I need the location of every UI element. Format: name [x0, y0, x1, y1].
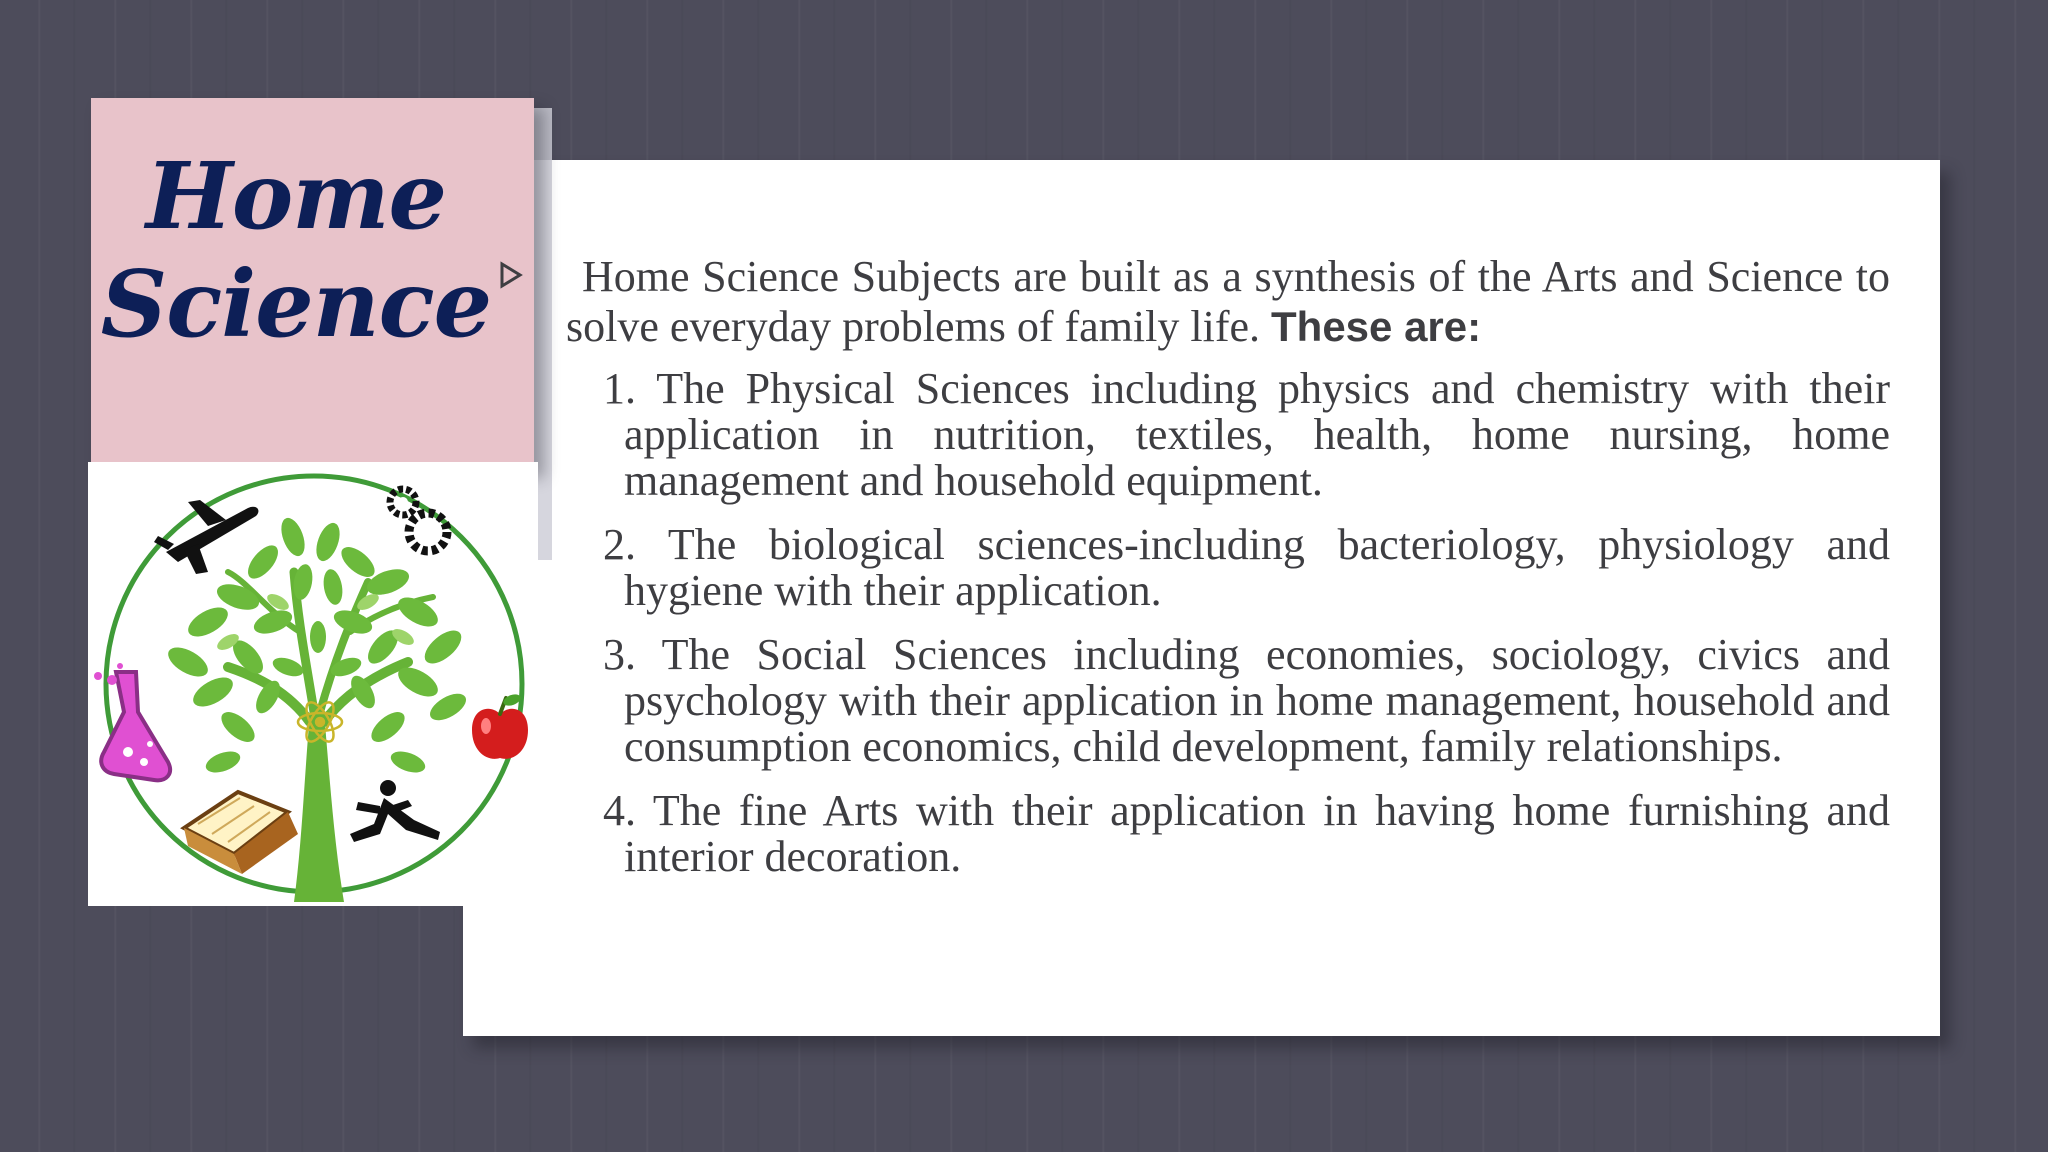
- subject-list: [566, 366, 1890, 880]
- title-line-2: Science: [100, 250, 492, 358]
- intro-paragraph: [566, 252, 1890, 352]
- home-science-tree-logo: [88, 462, 538, 906]
- list-item: 4. The fine Arts with their application in having home furnishing and interior decoration.: [603, 786, 1890, 881]
- list-item: 1. The Physical Sciences including physics and chemistry with their application in nutrition, textiles, health, home nursing, home management and household equipment.: [603, 364, 1890, 505]
- intro-text: Home Science Subjects are built as a synthesis of the Arts and Science to solve everyday problems of family life.: [566, 252, 1890, 351]
- slide-title: [91, 142, 501, 358]
- list-item: 2. The biological sciences-including bacteriology, physiology and hygiene with their application.: [603, 520, 1890, 615]
- intro-bold-text: These are:: [1271, 303, 1482, 350]
- title-box: [91, 98, 534, 468]
- title-line-1: Home: [145, 142, 447, 250]
- body-text-area: [566, 252, 1890, 898]
- bullet-arrow-icon: [496, 260, 526, 290]
- list-item: 3. The Social Sciences including economies, sociology, civics and psychology with their application in home management, household and consumption economics, child development, family relationships.: [603, 630, 1890, 771]
